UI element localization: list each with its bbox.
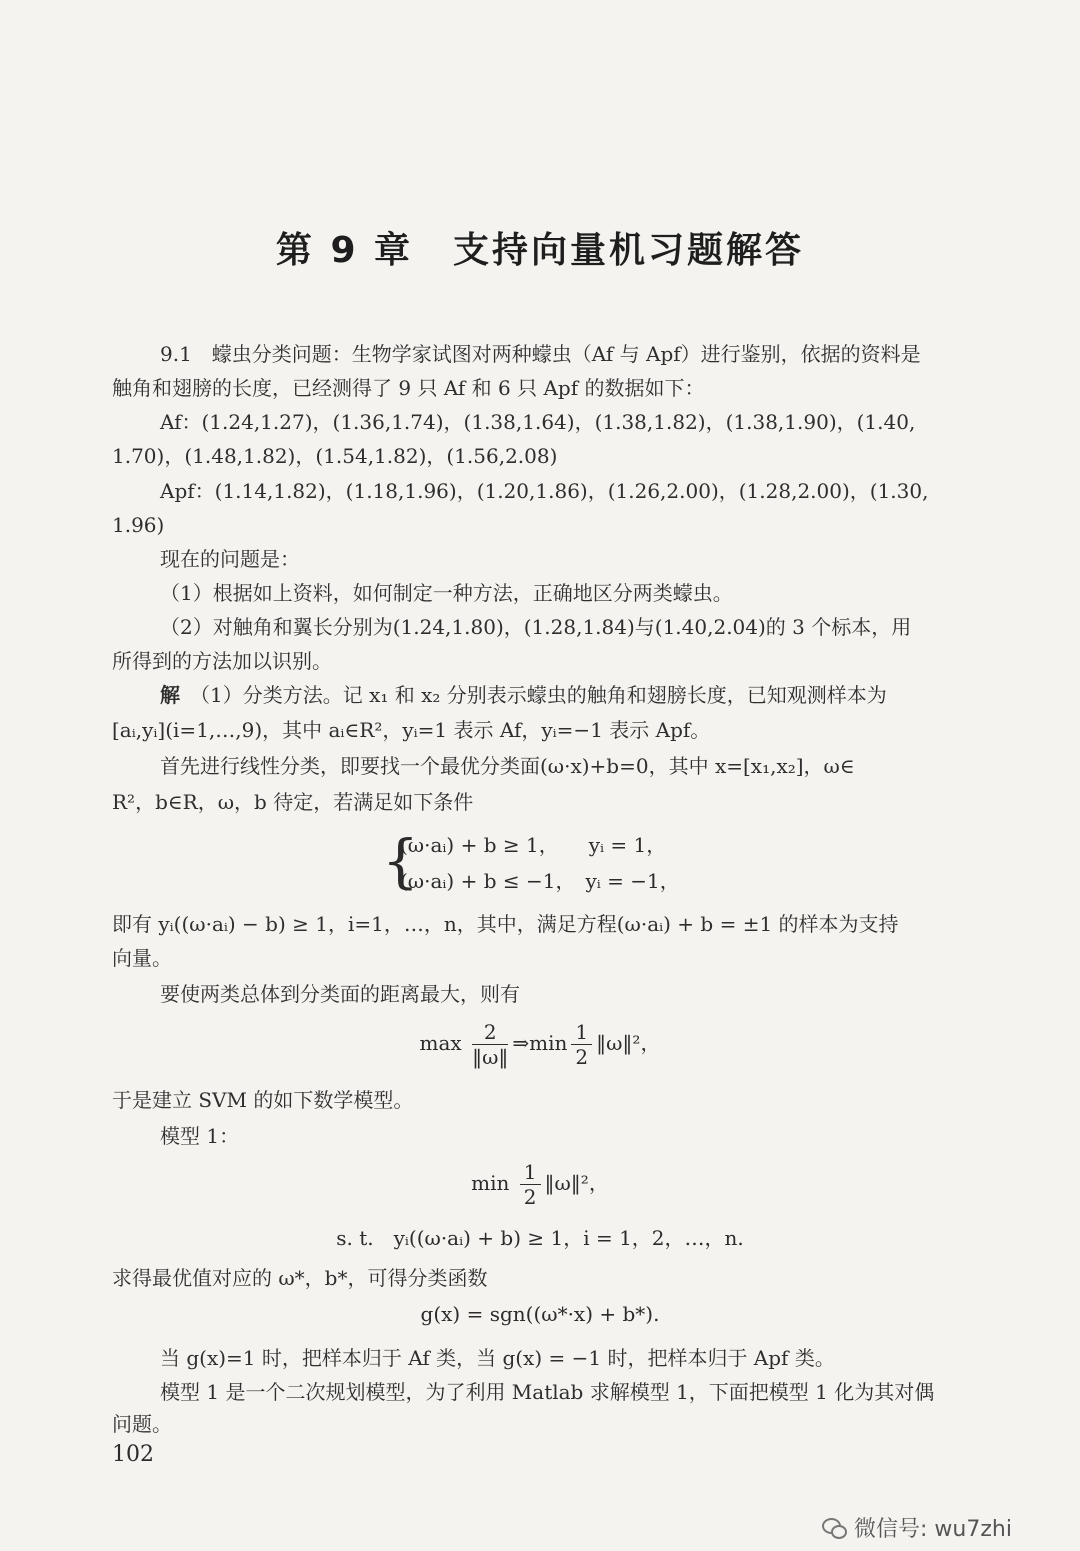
chapter-title xyxy=(0,222,1080,273)
wechat-icon xyxy=(822,1518,846,1538)
page-number: 102 xyxy=(112,1442,154,1467)
equation-classifier: g(x) = sgn((ω*·x) + b*). xyxy=(420,1302,660,1326)
eq-implies-min: ⇒min xyxy=(512,1031,568,1055)
solution-line-11: 模型 1 是一个二次规划模型，为了利用 Matlab 求解模型 1，下面把模型 1 化为其对偶 xyxy=(160,1380,935,1404)
solution-line-8: 于是建立 SVM 的如下数学模型。 xyxy=(112,1088,414,1112)
chapter-name: 支持向量机习题解答 xyxy=(453,230,805,271)
solution-line-6: 向量。 xyxy=(112,946,172,970)
chapter-number: 第 9 章 xyxy=(275,230,414,271)
eq-max: max xyxy=(419,1031,462,1055)
wechat-id: 微信号: wu7zhi xyxy=(854,1517,1012,1542)
wechat-watermark xyxy=(822,1512,1012,1543)
equation-max-min xyxy=(0,1020,1080,1069)
constraint-2: (ω·aᵢ) + b ≤ −1， yᵢ = −1， xyxy=(400,869,680,893)
equation-objective: min $\frac{1}{2}$ ‖ω‖²， xyxy=(471,1160,609,1209)
solution-line-4: R²，b∈R，ω，b 待定，若满足如下条件 xyxy=(112,790,474,814)
constraint-1: (ω·aᵢ) + b ≥ 1， yᵢ = 1， xyxy=(400,833,667,857)
solution-line-9: 求得最优值对应的 ω*，b*，可得分类函数 xyxy=(112,1266,488,1290)
solution-label: 解 xyxy=(160,683,180,707)
solution-line-12: 问题。 xyxy=(112,1412,172,1436)
solution-line-2: [aᵢ,yᵢ](i=1,…,9)，其中 aᵢ∈R²，yᵢ=1 表示 Af，yᵢ=−1 表示 Apf。 xyxy=(112,718,711,742)
question-1: （1）根据如上资料，如何制定一种方法，正确地区分两类蠓虫。 xyxy=(160,581,733,605)
apf-data-line-1: Apf：(1.14,1.82)，(1.18,1.96)，(1.20,1.86)，(1.26,2.00)，(1.28,2.00)，(1.30, xyxy=(160,479,929,503)
fraction-2-over-norm: $\frac{2}{‖\omega‖}$ xyxy=(472,1020,509,1069)
question-2-line-2: 所得到的方法加以识别。 xyxy=(112,649,332,673)
problem-line-2: 触角和翅膀的长度，已经测得了 9 只 Af 和 6 只 Apf 的数据如下： xyxy=(112,376,705,400)
apf-data-line-2: 1.96) xyxy=(112,513,165,537)
af-data-line-1: Af：(1.24,1.27)，(1.36,1.74)，(1.38,1.64)，(1.38,1.82)，(1.38,1.90)，(1.40, xyxy=(160,410,916,434)
question-2-line-1: （2）对触角和翼长分别为(1.24,1.80)，(1.28,1.84)与(1.40,2.04)的 3 个标本，用 xyxy=(160,615,912,639)
eq-norm-sq: ‖ω‖²， xyxy=(596,1031,661,1055)
equation-constraint: s. t. yᵢ((ω·aᵢ) + b) ≥ 1，i = 1，2，…，n. xyxy=(336,1226,744,1250)
question-intro: 现在的问题是： xyxy=(160,547,300,571)
model-label: 模型 1： xyxy=(160,1124,240,1148)
left-brace: { xyxy=(382,827,419,895)
solution-line-3: 首先进行线性分类，即要找一个最优分类面(ω·x)+b=0，其中 x=[x₁,x₂]，ω∈ xyxy=(160,754,855,778)
problem-line-1: 9.1 蠓虫分类问题：生物学家试图对两种蠓虫（Af 与 Apf）进行鉴别，依据的资料是 xyxy=(160,342,921,366)
fraction-half: $\frac{1}{2}$ xyxy=(571,1020,592,1069)
solution-line-7: 要使两类总体到分类面的距离最大，则有 xyxy=(160,982,520,1006)
solution-text: （1）分类方法。记 x₁ 和 x₂ 分别表示蠓虫的触角和翅膀长度，已知观测样本为 xyxy=(200,683,887,707)
solution-line-1 xyxy=(160,681,887,709)
solution-line-10: 当 g(x)=1 时，把样本归于 Af 类，当 g(x) = −1 时，把样本归于 Apf 类。 xyxy=(160,1346,835,1370)
af-data-line-2: 1.70)，(1.48,1.82)，(1.54,1.82)，(1.56,2.08) xyxy=(112,444,558,468)
fraction-half-2: $\frac{1}{2}$ xyxy=(520,1160,541,1209)
solution-line-5: 即有 yᵢ((ω·aᵢ) − b) ≥ 1，i=1，…，n，其中，满足方程(ω·aᵢ) + b = ±1 的样本为支持 xyxy=(112,912,899,936)
